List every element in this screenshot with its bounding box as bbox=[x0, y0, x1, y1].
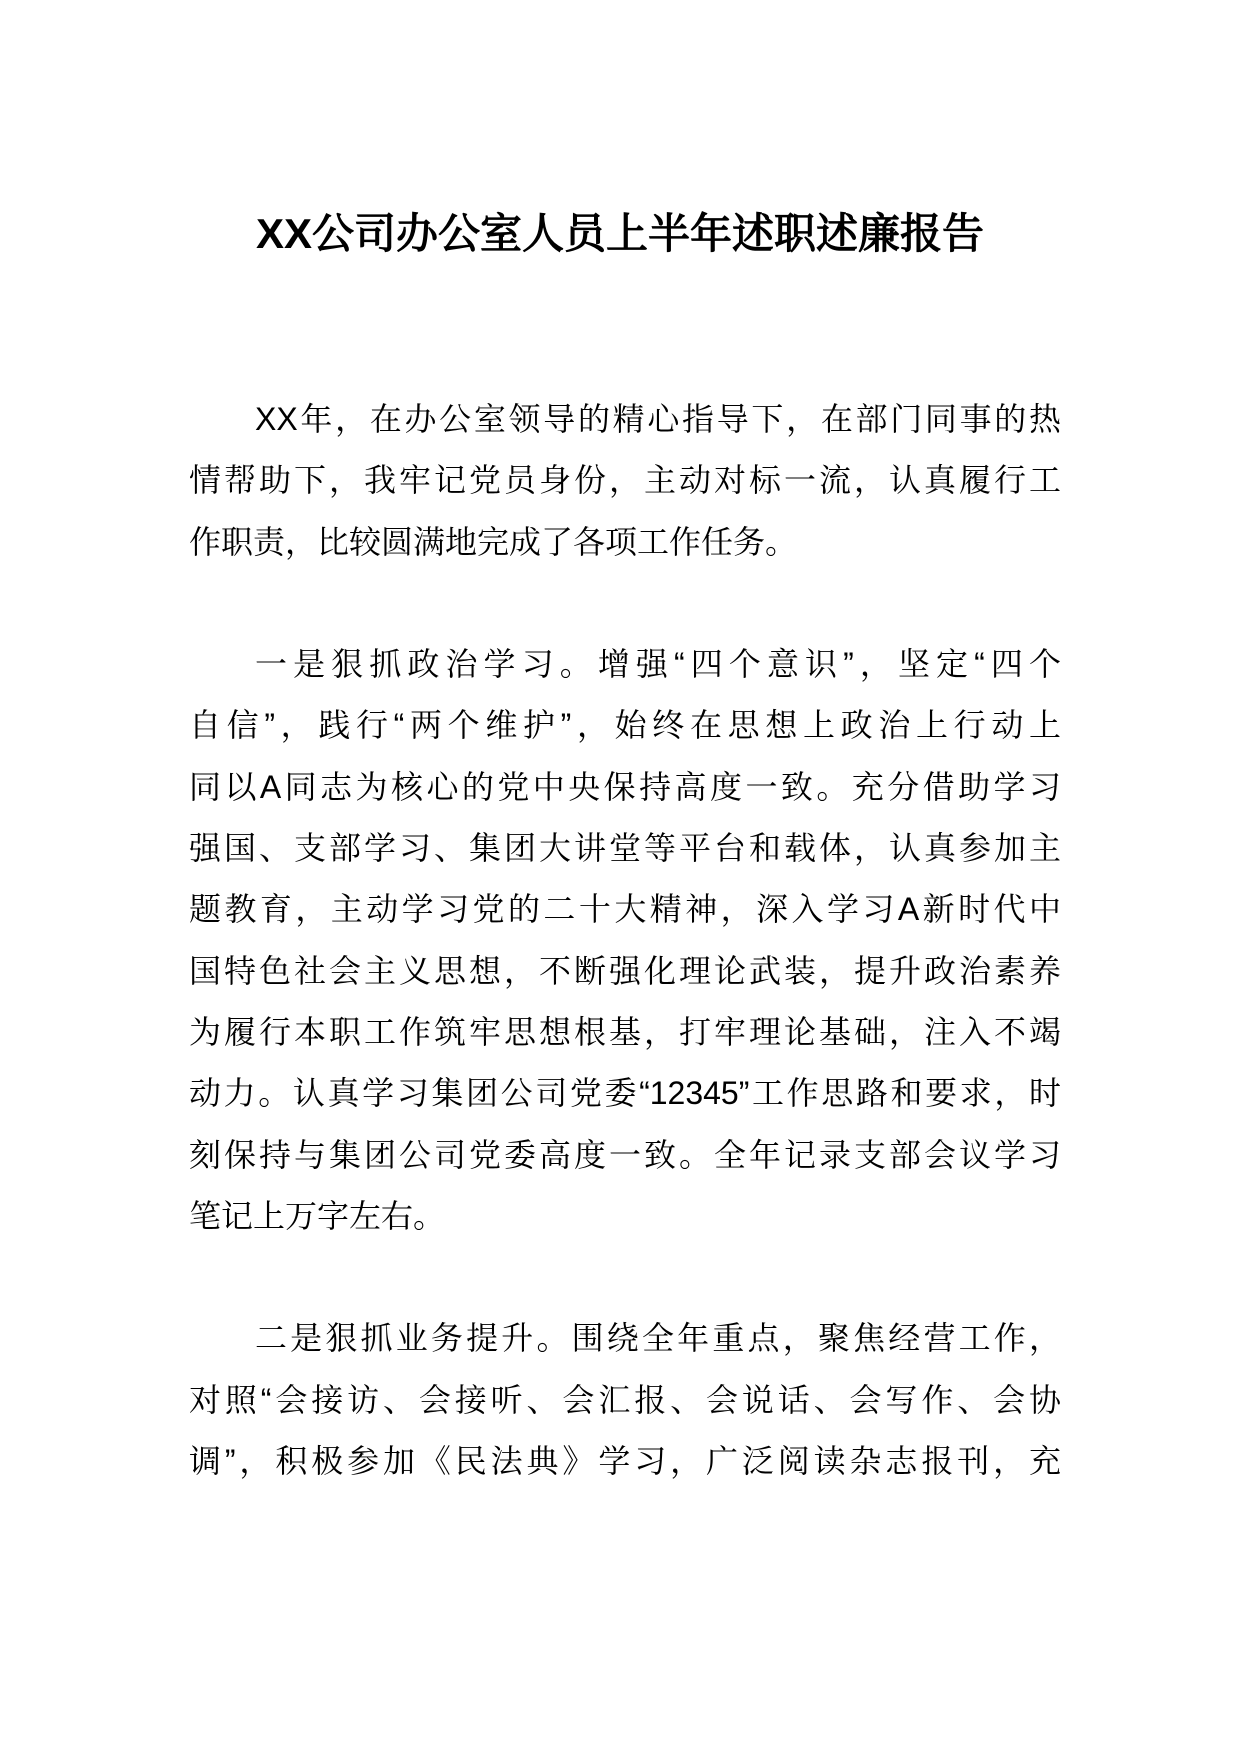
document-body bbox=[189, 389, 1061, 1554]
paragraph-line: 调”，积极参加《民法典》学习，广泛阅读杂志报刊，充 bbox=[189, 1443, 1061, 1480]
paragraph-line: 情帮助下，我牢记党员身份，主动对标一流，认真履行工 bbox=[189, 462, 1061, 499]
paragraph-line: 题教育，主动学习党的二十大精神，深入学习A新时代中 bbox=[189, 891, 1061, 928]
paragraph-line: 二是狠抓业务提升。围绕全年重点，聚焦经营工作， bbox=[255, 1320, 1061, 1357]
paragraph-line: 一是狠抓政治学习。增强“四个意识”，坚定“四个 bbox=[255, 646, 1061, 683]
paragraph-line: XX年，在办公室领导的精心指导下，在部门同事的热 bbox=[255, 401, 1061, 437]
paragraph bbox=[189, 634, 1061, 1247]
paragraph-line: 对照“会接访、会接听、会汇报、会说话、会写作、会协 bbox=[189, 1381, 1061, 1418]
paragraph-line: 国特色社会主义思想，不断强化理论武装，提升政治素养 bbox=[189, 952, 1061, 989]
paragraph-line: 笔记上万字左右。 bbox=[189, 1197, 446, 1234]
paragraph-line: 刻保持与集团公司党委高度一致。全年记录支部会议学习 bbox=[189, 1136, 1061, 1173]
paragraph-line: 自信”，践行“两个维护”，始终在思想上政治上行动上 bbox=[189, 707, 1061, 744]
paragraph-line: 同以A同志为核心的党中央保持高度一致。充分借助学习 bbox=[189, 768, 1061, 805]
paragraph bbox=[189, 1308, 1061, 1492]
paragraph-line: 为履行本职工作筑牢思想根基，打牢理论基础，注入不竭 bbox=[189, 1013, 1061, 1050]
paragraph-line: 强国、支部学习、集团大讲堂等平台和载体，认真参加主 bbox=[189, 830, 1061, 867]
document-title: XX公司办公室人员上半年述职述廉报告 bbox=[255, 210, 985, 257]
paragraph-line: 动力。认真学习集团公司党委“12345”工作思路和要求，时 bbox=[189, 1075, 1061, 1112]
paragraph-line: 作职责，比较圆满地完成了各项工作任务。 bbox=[189, 523, 798, 560]
paragraph bbox=[189, 389, 1061, 573]
